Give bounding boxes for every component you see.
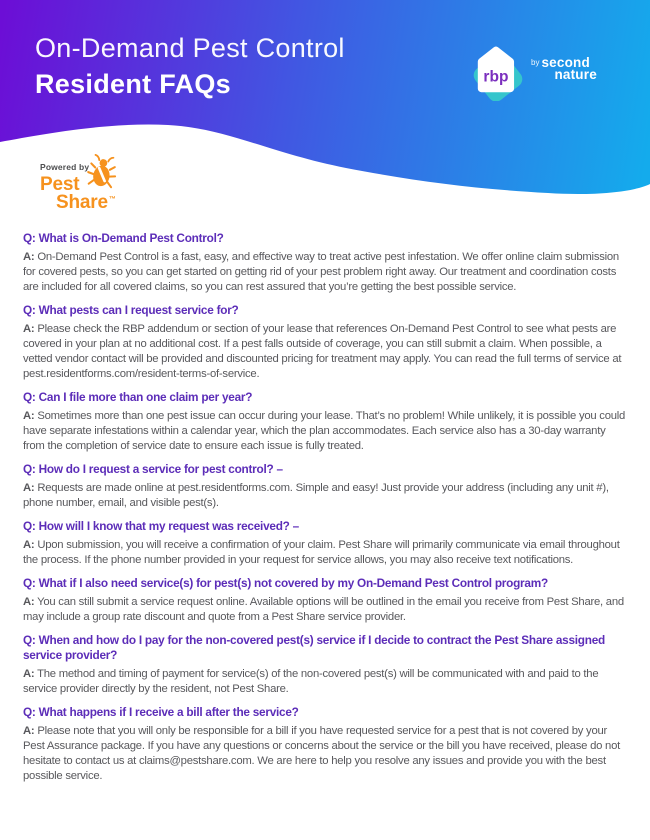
rbp-house-badge-icon xyxy=(469,43,527,101)
faq-item xyxy=(23,519,629,568)
faq-answer: A: Requests are made online at pest.residentforms.com. Simple and easy! Just provide your address (including any unit #), phone number, email, and visible pest(s). xyxy=(23,482,609,509)
rbp-logo-text: rbp xyxy=(483,68,509,86)
faq-answer: A: On-Demand Pest Control is a fast, easy, and effective way to treat active pest infestation. We offer online claim submission for covered pests, so you can get started on getting rid of your pest problem right away. Our treatment and coordination costs are included for all covered claims, so you can rest assured that you’re getting the best possible service. xyxy=(23,251,619,293)
title-block xyxy=(35,32,345,101)
beetle-icon xyxy=(85,153,120,191)
faq-answer: A: Please note that you will only be responsible for a bill if you have requested service for a pest that is not covered by your Pest Assurance package. If you have any questions or concerns about the service or the bill you have received, please do not hesitate to contact us at claims@pestshare.com. We are here to help you resolve any issues and provide you with the best possible service. xyxy=(23,725,620,782)
second-nature-logo xyxy=(531,57,597,80)
faq-answer: A: You can still submit a service request online. Available options will be outlined in the email you receive from Pest Share, and may include a group rate discount and quote from a Pest Share service provider. xyxy=(23,596,624,623)
faq-question: Q: What if I also need service(s) for pest(s) not covered by my On-Demand Pest Control program? xyxy=(23,576,548,590)
faq-question: Q: When and how do I pay for the non-covered pest(s) service if I decide to contract the Pest Share assigned service provider? xyxy=(23,633,605,662)
second-nature-word-nature: nature xyxy=(554,66,597,82)
faq-answer: A: The method and timing of payment for service(s) of the non-covered pest(s) will be communicated with and paid to the service provider directly by the resident, not Pest Share. xyxy=(23,668,599,695)
faq-item xyxy=(23,633,629,697)
pestshare-logo xyxy=(40,162,150,212)
faq-answer: A: Sometimes more than one pest issue can occur during your lease. That’s no problem! While unlikely, it is possible you could have separate infestations within a calendar year, which the plan accommodates. Each service also has a 30-day warranty from the completion of service date to ensure each issue is fully treated. xyxy=(23,410,626,452)
faq-item xyxy=(23,705,629,784)
page-subtitle: Resident FAQs xyxy=(35,69,231,100)
faq-question: Q: What pests can I request service for? xyxy=(23,303,239,317)
page-title: On-Demand Pest Control xyxy=(35,33,345,63)
pestshare-word-pest: Pest xyxy=(40,174,80,195)
faq-item xyxy=(23,576,629,625)
faq-question: Q: How do I request a service for pest control? – xyxy=(23,462,283,476)
pestshare-word-share: Share™ xyxy=(56,192,116,213)
faq-item xyxy=(23,303,629,382)
faq-answer: A: Upon submission, you will receive a confirmation of your claim. Pest Share will primarily communicate via email throughout the process. If the phone number provided in your request for service allows, you may also receive text notifications. xyxy=(23,539,620,566)
faq-item xyxy=(23,462,629,511)
faq-answer: A: Please check the RBP addendum or section of your lease that references On-Demand Pest Control to see what pests are covered in your plan at no additional cost. If a pest falls outside of coverage, you can still submit a claim. When possible, a vetted vendor contact will be provided and discounted pricing for treatment may apply. You can read the full terms of service at pest.residentforms.com/resident-terms-of-service. xyxy=(23,323,622,380)
by-label: by xyxy=(531,58,540,67)
faq-question: Q: How will I know that my request was received? – xyxy=(23,519,299,533)
second-nature-word-second: second xyxy=(541,55,590,70)
faq-question: Q: Can I file more than one claim per year? xyxy=(23,390,253,404)
faq-item xyxy=(23,231,629,295)
powered-by-label: Powered by xyxy=(40,162,90,172)
faq-question: Q: What happens if I receive a bill after the service? xyxy=(23,705,299,719)
faq-list xyxy=(23,229,629,784)
trademark-symbol: ™ xyxy=(108,196,116,203)
faq-item xyxy=(23,390,629,454)
faq-question: Q: What is On-Demand Pest Control? xyxy=(23,231,224,245)
